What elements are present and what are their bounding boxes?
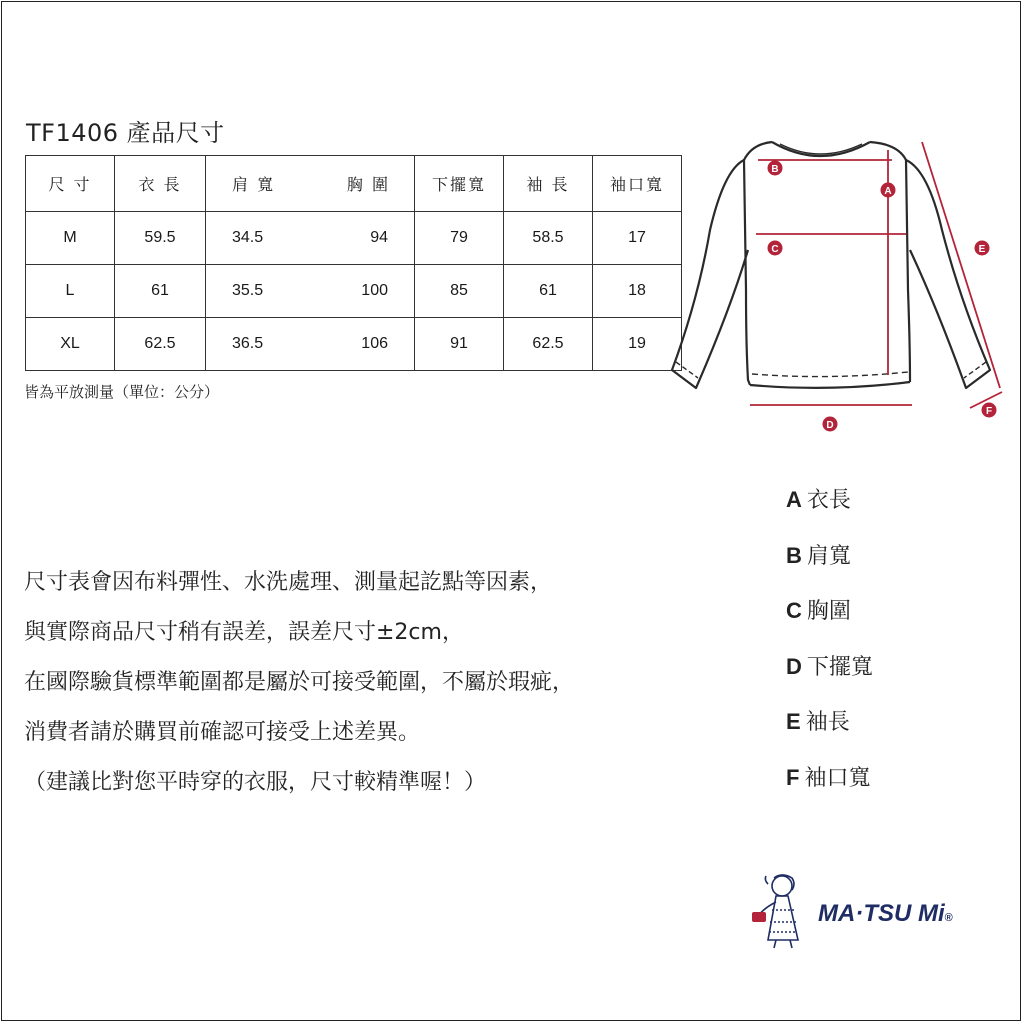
table-row (26, 265, 682, 318)
table-cell: 17 (593, 212, 682, 265)
legend-label: 袖長 (805, 710, 850, 735)
disclaimer-line: 消費者請於購買前確認可接受上述差異。 (24, 720, 421, 745)
table-cell: M (26, 212, 115, 265)
header-shoulder-chest (206, 156, 415, 212)
header-hem: 下擺寬 (415, 156, 504, 212)
legend-label: 袖口寬 (804, 765, 871, 791)
legend-item (786, 704, 873, 760)
table-cell-pair (206, 265, 415, 318)
header-shoulder: 肩 寬 (232, 175, 276, 194)
table-cell: 58.5 (504, 212, 593, 265)
shirt-outline (672, 142, 990, 388)
brand-name-text: MA·TSU Mi (818, 900, 945, 927)
table-cell: 106 (361, 335, 388, 352)
table-cell: 79 (415, 212, 504, 265)
table-cell: 59.5 (115, 212, 206, 265)
header-sleeve: 袖 長 (504, 156, 593, 212)
table-cell: 61 (115, 265, 206, 318)
table-cell: XL (26, 318, 115, 371)
marker-d-label: D (826, 420, 834, 431)
marker-b (768, 161, 783, 176)
size-table (25, 155, 682, 371)
table-cell: 91 (415, 318, 504, 371)
marker-b-label: B (771, 164, 779, 175)
marker-c-label: C (771, 244, 779, 255)
table-cell: 34.5 (232, 229, 264, 246)
legend-key: E (786, 709, 801, 734)
brand-mascot-logo (748, 870, 818, 950)
legend-item (786, 760, 873, 816)
table-cell: 62.5 (504, 318, 593, 371)
legend-key: A (786, 487, 802, 512)
header-size: 尺 寸 (26, 156, 115, 212)
legend-label: 下擺寬 (806, 654, 873, 680)
legend-item (786, 482, 873, 538)
legend-item (786, 593, 873, 649)
page-title: TF1406 產品尺寸 (26, 119, 225, 147)
measurement-note: 皆為平放測量（單位：公分） (24, 383, 220, 401)
measurement-legend (786, 482, 873, 815)
legend-key: B (786, 542, 802, 568)
measure-line-e (922, 142, 1000, 388)
disclaimer-line: （建議比對您平時穿的衣服，尺寸較精準喔！） (24, 770, 487, 795)
table-cell: 36.5 (232, 335, 264, 352)
table-cell: 61 (504, 265, 593, 318)
registered-mark: ® (944, 912, 953, 924)
legend-item (786, 649, 873, 705)
table-cell: 100 (361, 282, 388, 299)
marker-e-label: E (978, 244, 986, 255)
table-cell: 62.5 (115, 318, 206, 371)
table-cell-pair (206, 212, 415, 265)
marker-c (768, 241, 783, 256)
table-row (26, 318, 682, 371)
brand-name (818, 900, 953, 928)
legend-label: 衣長 (806, 488, 851, 513)
legend-label: 肩寬 (806, 543, 851, 569)
garment-diagram (660, 130, 1020, 440)
table-cell: 85 (415, 265, 504, 318)
marker-d (823, 417, 838, 432)
table-cell: L (26, 265, 115, 318)
header-cuff: 袖口寬 (593, 156, 682, 212)
header-chest: 胸 圍 (346, 175, 390, 194)
table-cell: 18 (593, 265, 682, 318)
table-cell: 94 (370, 229, 388, 246)
legend-key: C (786, 598, 802, 623)
disclaimer-line: 與實際商品尺寸稍有誤差，誤差尺寸±2cm， (24, 620, 464, 645)
table-cell-pair (206, 318, 415, 371)
table-header-row (26, 156, 682, 212)
table-cell: 19 (593, 318, 682, 371)
table-cell: 35.5 (232, 282, 264, 299)
legend-item (786, 538, 873, 594)
legend-key: D (786, 653, 802, 679)
disclaimer-line: 在國際驗貨標準範圍都是屬於可接受範圍，不屬於瑕疵， (24, 670, 575, 695)
disclaimer-line: 尺寸表會因布料彈性、水洗處理、測量起訖點等因素， (24, 570, 553, 595)
measure-lines (750, 142, 1002, 408)
marker-f (982, 403, 997, 418)
disclaimer-paragraph (24, 558, 724, 808)
legend-label: 胸圍 (806, 599, 851, 624)
legend-key: F (786, 764, 800, 790)
table-row (26, 212, 682, 265)
marker-f-label: F (985, 406, 993, 417)
header-length: 衣 長 (115, 156, 206, 212)
marker-a (881, 183, 896, 198)
marker-a-label: A (884, 186, 892, 197)
marker-e (975, 241, 990, 256)
